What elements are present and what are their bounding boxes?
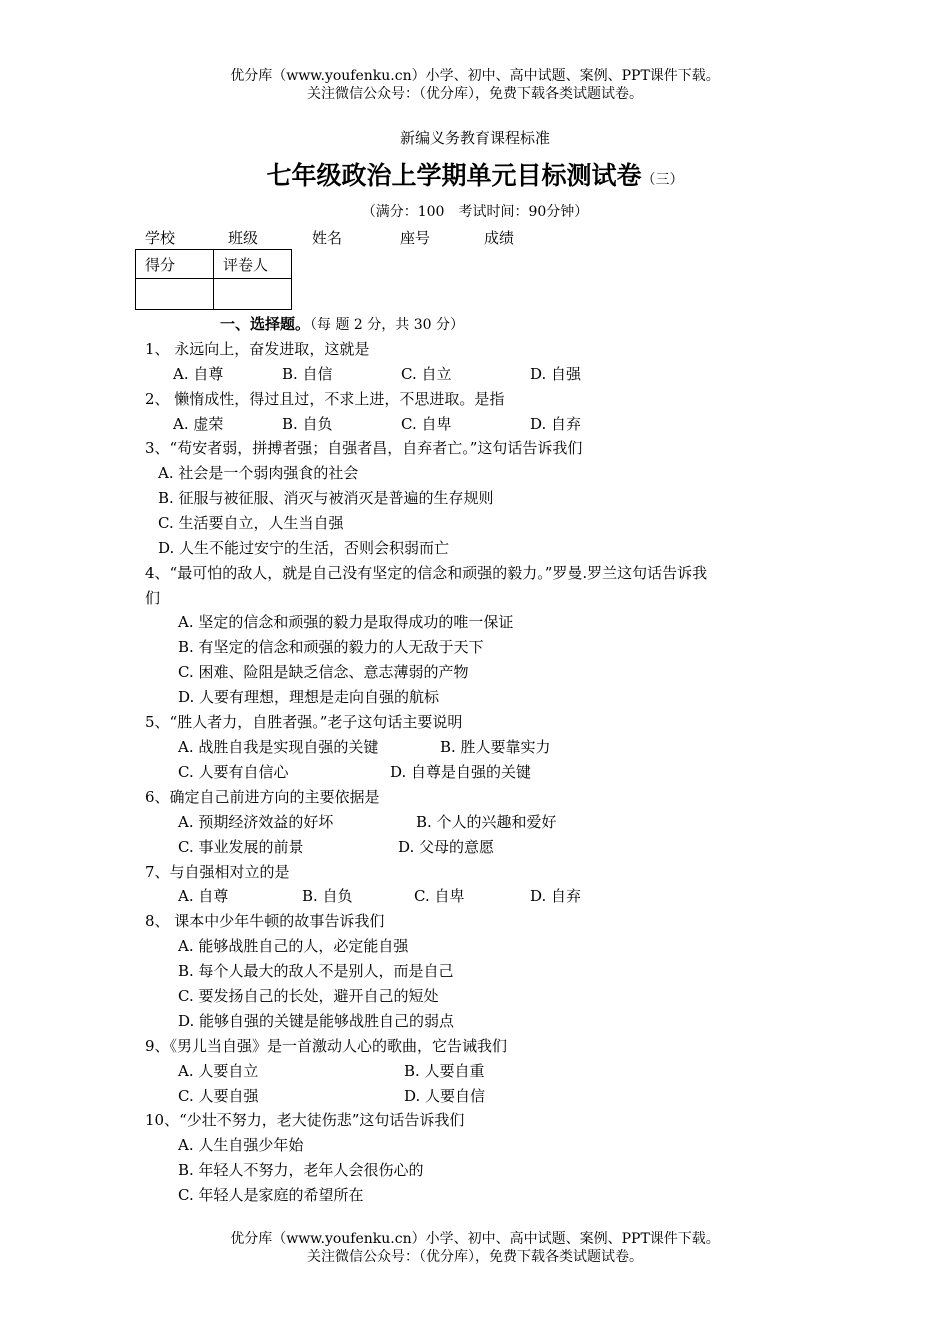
option: A. 能够战胜自己的人，必定能自强: [178, 937, 409, 955]
score-table: [135, 249, 292, 310]
option: C. 年轻人是家庭的希望所在: [178, 1186, 364, 1204]
option: A. 坚定的信念和顽强的毅力是取得成功的唯一保证: [178, 613, 514, 631]
option: B. 人要自重: [404, 1062, 485, 1080]
option: C. 人要自强: [178, 1087, 259, 1105]
score-cell[interactable]: [136, 279, 214, 310]
question-stem: 3、“苟安者弱，拼搏者强；自强者昌，自弃者亡。”这句话告诉我们: [145, 439, 583, 457]
option: A. 战胜自我是实现自强的关键: [178, 738, 379, 756]
field-school: 学校: [145, 229, 176, 247]
option: B. 年轻人不努力，老年人会很伤心的: [178, 1161, 424, 1179]
question-stem: 7、与自强相对立的是: [145, 863, 290, 881]
option: D. 自弃: [530, 887, 582, 905]
option: B. 自负: [302, 887, 353, 905]
grader-cell[interactable]: [214, 279, 292, 310]
option: B. 征服与被征服、消灭与被消灭是普遍的生存规则: [158, 489, 494, 507]
option: D. 自尊是自强的关键: [390, 763, 532, 781]
question-stem: 8、 课本中少年牛顿的故事告诉我们: [145, 912, 385, 930]
doc-title: [0, 160, 950, 196]
footer-line-2: 关注微信公众号：（优分库），免费下载各类试题试卷。: [307, 1249, 643, 1265]
option: D. 人要自信: [404, 1087, 486, 1105]
option: C. 生活要自立，人生当自强: [158, 514, 344, 532]
header-line-2: 关注微信公众号：（优分库），免费下载各类试题试卷。: [307, 86, 643, 102]
option: B. 自负: [282, 415, 333, 433]
question-stem: 4、“最可怕的敌人，就是自己没有坚定的信念和顽强的毅力。”罗曼.罗兰这句话告诉我: [145, 564, 708, 582]
question-stem: 2、 懒惰成性，得过且过，不求上进，不思进取。是指: [145, 390, 505, 408]
option: A. 虚荣: [173, 415, 224, 433]
option: A. 社会是一个弱肉强食的社会: [158, 464, 359, 482]
question-stem: 9、《男儿当自强》是一首激动人心的歌曲，它告诫我们: [145, 1037, 508, 1055]
option: D. 人生不能过安宁的生活，否则会积弱而亡: [158, 539, 450, 557]
question-stem: 6、确定自己前进方向的主要依据是: [145, 788, 380, 806]
option: B. 每个人最大的敌人不是别人，而是自己: [178, 962, 454, 980]
field-seat: 座号: [400, 229, 431, 247]
score-table-header-grader: 评卷人: [214, 250, 292, 279]
field-name: 姓名: [312, 229, 343, 247]
question-stem: 10、“少壮不努力，老大徒伤悲”这句话告诉我们: [145, 1111, 465, 1129]
option: A. 自尊: [173, 365, 224, 383]
option: A. 自尊: [178, 887, 229, 905]
doc-subtitle: 新编义务教育课程标准: [399, 129, 550, 147]
option: A. 预期经济效益的好坏: [178, 813, 334, 831]
option: A. 人生自强少年始: [178, 1136, 304, 1154]
option: D. 能够自强的关键是能够战胜自己的弱点: [178, 1012, 455, 1030]
option: B. 自信: [282, 365, 333, 383]
option: A. 人要自立: [178, 1062, 259, 1080]
section-heading: [220, 314, 464, 335]
doc-meta: （满分：100 考试时间：90分钟）: [361, 204, 589, 220]
option: C. 要发扬自己的长处，避开自己的短处: [178, 987, 439, 1005]
option: B. 有坚定的信念和顽强的毅力的人无敌于天下: [178, 638, 484, 656]
option: C. 自立: [401, 365, 452, 383]
score-table-header-score: 得分: [136, 250, 214, 279]
option: C. 自卑: [414, 887, 465, 905]
footer-line-1: 优分库（www.youfenku.cn）小学、初中、高中试题、案例、PPT课件下载。: [230, 1231, 720, 1247]
section-note: （每 题 2 分，共 30 分）: [310, 317, 464, 333]
option: C. 困难、险阻是缺乏信念、意志薄弱的产物: [178, 663, 469, 681]
question-stem-continued: 们: [145, 589, 161, 607]
field-score: 成绩: [484, 229, 515, 247]
option: D. 自强: [530, 365, 582, 383]
option: C. 事业发展的前景: [178, 838, 304, 856]
option: B. 胜人要靠实力: [440, 738, 551, 756]
option: D. 人要有理想，理想是走向自强的航标: [178, 688, 440, 706]
section-title: 一、选择题。: [220, 315, 311, 333]
option: C. 自卑: [401, 415, 452, 433]
question-stem: 5、“胜人者力，自胜者强。”老子这句话主要说明: [145, 713, 463, 731]
header-line-1: 优分库（www.youfenku.cn）小学、初中、高中试题、案例、PPT课件下载。: [230, 68, 720, 84]
option: C. 人要有自信心: [178, 763, 289, 781]
option: B. 个人的兴趣和爱好: [416, 813, 557, 831]
field-class: 班级: [228, 229, 259, 247]
option: D. 父母的意愿: [398, 838, 495, 856]
option: D. 自弃: [530, 415, 582, 433]
doc-title-text: 七年级政治上学期单元目标测试卷: [266, 161, 642, 190]
question-stem: 1、 永远向上，奋发进取，这就是: [145, 340, 370, 358]
doc-title-suffix: （三）: [641, 172, 684, 188]
